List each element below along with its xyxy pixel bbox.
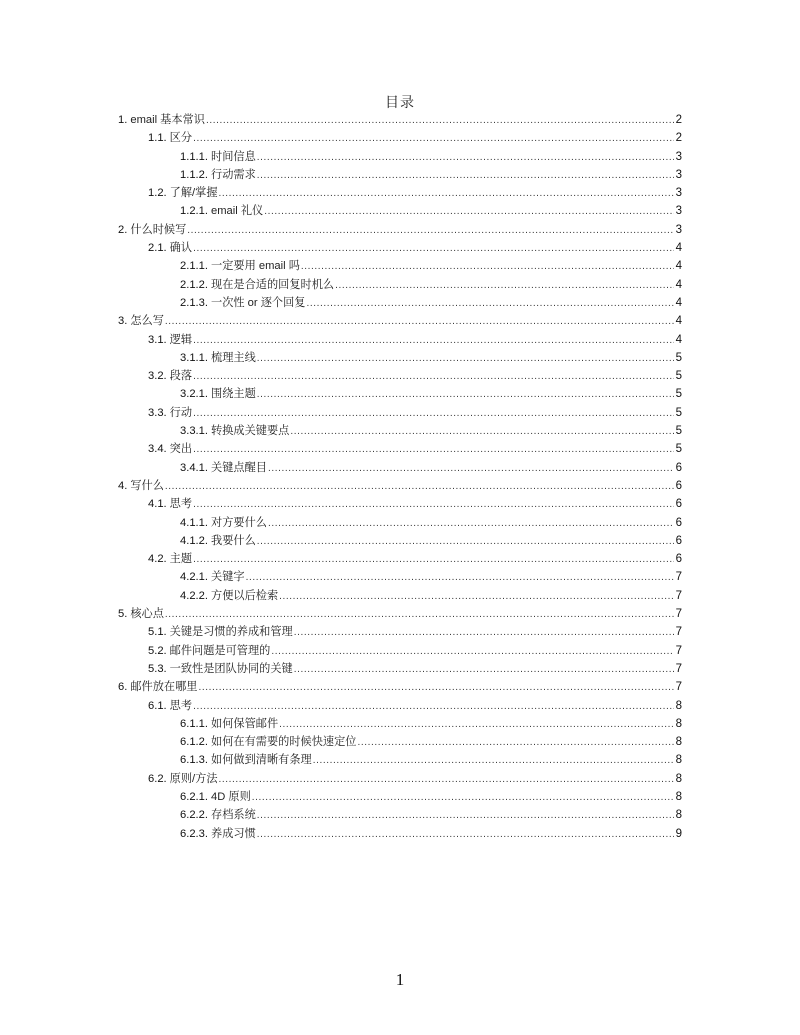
- toc-entry-number: 1.1.2.: [180, 168, 208, 181]
- toc-entry[interactable]: [118, 422, 682, 440]
- toc-entry[interactable]: [118, 733, 682, 751]
- toc-entry-label: 确认: [169, 242, 193, 255]
- toc-entry-number: 4.2.: [148, 553, 167, 566]
- toc-entry-number: 2.1.2.: [180, 278, 208, 291]
- toc-entry-page: 7: [675, 608, 682, 621]
- toc-entry-page: 3: [675, 150, 682, 163]
- toc-entry-label: 存档系统: [211, 809, 256, 822]
- toc-entry-page: 7: [675, 644, 682, 657]
- dot-leader: [193, 404, 674, 416]
- dot-leader: [165, 477, 674, 489]
- toc-entry[interactable]: [118, 385, 682, 403]
- dot-leader: [198, 678, 674, 690]
- toc-entry[interactable]: [118, 239, 682, 257]
- toc-entry-page: 5: [675, 351, 682, 364]
- toc-entry-page: 5: [675, 370, 682, 383]
- toc-entry-number: 6.2.2.: [180, 809, 208, 822]
- toc-entry-label: email 礼仪: [211, 205, 264, 218]
- toc-entry[interactable]: [118, 678, 682, 696]
- dot-leader: [271, 642, 674, 654]
- dot-leader: [306, 294, 674, 306]
- toc-entry-number: 2.: [118, 223, 128, 236]
- toc-entry-label: 转换成关键要点: [211, 425, 290, 438]
- dot-leader: [165, 605, 674, 617]
- toc-entry-number: 6.1.1.: [180, 717, 208, 730]
- toc-entry[interactable]: [118, 276, 682, 294]
- dot-leader: [193, 239, 674, 251]
- toc-entry[interactable]: [118, 221, 682, 239]
- dot-leader: [257, 806, 674, 818]
- toc-entry-page: 6: [675, 553, 682, 566]
- toc-entry[interactable]: [118, 331, 682, 349]
- toc-entry-label: 一定要用 email 吗: [211, 260, 300, 273]
- toc-entry-page: 3: [675, 168, 682, 181]
- toc-entry-number: 2.1.: [148, 242, 167, 255]
- toc-entry-page: 3: [675, 187, 682, 200]
- dot-leader: [294, 660, 674, 672]
- toc-entry[interactable]: [118, 111, 682, 129]
- toc-entry-label: 原则/方法: [169, 772, 218, 785]
- dot-leader: [357, 733, 674, 745]
- toc-entry[interactable]: [118, 495, 682, 513]
- toc-entry-number: 3.3.1.: [180, 425, 208, 438]
- toc-entry[interactable]: [118, 715, 682, 733]
- dot-leader: [313, 751, 674, 763]
- dot-leader: [206, 111, 674, 123]
- toc-entry-label: 行动: [169, 406, 193, 419]
- toc-entry-page: 4: [675, 315, 682, 328]
- dot-leader: [257, 825, 674, 837]
- toc-entry-number: 5.3.: [148, 662, 167, 675]
- toc-entry-number: 3.4.: [148, 443, 167, 456]
- toc-entry[interactable]: [118, 404, 682, 422]
- toc-entry-label: 如何做到清晰有条理: [211, 754, 312, 767]
- toc-entry[interactable]: [118, 440, 682, 458]
- toc-entry-number: 4.1.1.: [180, 516, 208, 529]
- toc-entry-number: 2.1.3.: [180, 296, 208, 309]
- toc-entry-number: 3.3.: [148, 406, 167, 419]
- toc-entry-label: 4D 原则: [211, 790, 251, 803]
- table-of-contents: [118, 111, 682, 843]
- toc-entry-label: 了解/掌握: [169, 187, 218, 200]
- toc-entry-page: 5: [675, 406, 682, 419]
- toc-entry[interactable]: [118, 166, 682, 184]
- dot-leader: [193, 550, 674, 562]
- toc-entry-label: 写什么: [130, 479, 164, 492]
- toc-entry-label: 梳理主线: [211, 351, 256, 364]
- dot-leader: [193, 367, 674, 379]
- toc-entry-label: 时间信息: [211, 150, 256, 163]
- toc-entry-page: 4: [675, 296, 682, 309]
- toc-entry-page: 7: [675, 662, 682, 675]
- toc-entry-page: 8: [675, 790, 682, 803]
- toc-entry[interactable]: [118, 202, 682, 220]
- toc-entry[interactable]: [118, 770, 682, 788]
- dot-leader: [268, 514, 674, 526]
- dot-leader: [193, 440, 674, 452]
- toc-entry-label: 关键字: [211, 571, 245, 584]
- dot-leader: [252, 788, 674, 800]
- toc-entry-page: 3: [675, 205, 682, 218]
- toc-entry[interactable]: [118, 788, 682, 806]
- toc-entry-label: 突出: [169, 443, 193, 456]
- toc-entry-label: 段落: [169, 370, 193, 383]
- toc-entry-label: 现在是合适的回复时机么: [211, 278, 335, 291]
- toc-entry[interactable]: [118, 129, 682, 147]
- toc-entry[interactable]: [118, 660, 682, 678]
- toc-entry-label: 思考: [169, 699, 193, 712]
- toc-entry-label: 邮件问题是可管理的: [169, 644, 271, 657]
- dot-leader: [257, 349, 674, 361]
- toc-entry-page: 8: [675, 717, 682, 730]
- toc-entry-number: 2.1.1.: [180, 260, 208, 273]
- toc-entry-page: 7: [675, 589, 682, 602]
- toc-entry-number: 6.1.2.: [180, 736, 208, 749]
- dot-leader: [187, 221, 674, 233]
- dot-leader: [193, 331, 674, 343]
- toc-entry-label: 围绕主题: [211, 388, 256, 401]
- dot-leader: [193, 129, 674, 141]
- dot-leader: [279, 715, 674, 727]
- toc-entry[interactable]: [118, 587, 682, 605]
- toc-entry[interactable]: [118, 806, 682, 824]
- toc-entry-number: 5.2.: [148, 644, 167, 657]
- toc-entry-page: 2: [675, 114, 682, 126]
- toc-entry-page: 2: [675, 132, 682, 145]
- dot-leader: [219, 184, 674, 196]
- toc-entry-label: 什么时候写: [130, 223, 187, 236]
- toc-entry[interactable]: [118, 697, 682, 715]
- toc-entry-label: 如何保管邮件: [211, 717, 279, 730]
- toc-entry-label: 一致性是团队协同的关键: [169, 662, 293, 675]
- toc-entry[interactable]: [118, 349, 682, 367]
- toc-entry-label: 我要什么: [211, 534, 256, 547]
- toc-entry-page: 6: [675, 479, 682, 492]
- toc-entry-label: 主题: [169, 553, 193, 566]
- toc-entry-number: 1.1.: [148, 132, 167, 145]
- dot-leader: [165, 312, 674, 324]
- toc-entry-number: 3.4.1.: [180, 461, 208, 474]
- toc-entry-page: 7: [675, 681, 682, 694]
- toc-entry-page: 8: [675, 754, 682, 767]
- toc-entry[interactable]: [118, 459, 682, 477]
- toc-entry[interactable]: [118, 825, 682, 843]
- toc-entry-label: 怎么写: [130, 315, 164, 328]
- toc-entry-label: 养成习惯: [211, 827, 256, 840]
- toc-entry[interactable]: [118, 294, 682, 312]
- dot-leader: [335, 276, 674, 288]
- toc-entry[interactable]: [118, 312, 682, 330]
- toc-entry-number: 4.2.1.: [180, 571, 208, 584]
- page-number: 1: [395, 970, 405, 989]
- toc-entry-page: 4: [675, 278, 682, 291]
- toc-entry-page: 3: [675, 223, 682, 236]
- toc-entry-page: 5: [675, 388, 682, 401]
- toc-entry-number: 4.1.2.: [180, 534, 208, 547]
- dot-leader: [257, 148, 674, 160]
- toc-entry-label: 方便以后检索: [211, 589, 279, 602]
- toc-entry-label: 一次性 or 逐个回复: [211, 296, 306, 309]
- toc-entry-label: 如何在有需要的时候快速定位: [211, 736, 357, 749]
- toc-entry-number: 1.: [118, 114, 128, 126]
- dot-leader: [193, 495, 674, 507]
- toc-entry-number: 6.1.: [148, 699, 167, 712]
- toc-entry[interactable]: [118, 605, 682, 623]
- dot-leader: [301, 257, 674, 269]
- toc-entry-label: 核心点: [130, 608, 164, 621]
- toc-entry-number: 6.2.3.: [180, 827, 208, 840]
- toc-entry-number: 3.1.: [148, 333, 167, 346]
- toc-entry-number: 1.1.1.: [180, 150, 208, 163]
- toc-entry-page: 6: [675, 534, 682, 547]
- dot-leader: [290, 422, 674, 434]
- dot-leader: [257, 166, 674, 178]
- toc-entry-label: 区分: [169, 132, 193, 145]
- toc-entry-label: email 基本常识: [130, 114, 205, 126]
- toc-entry-number: 6.2.: [148, 772, 167, 785]
- dot-leader: [257, 385, 674, 397]
- dot-leader: [219, 770, 674, 782]
- dot-leader: [264, 202, 674, 214]
- toc-entry-label: 邮件放在哪里: [130, 681, 198, 694]
- toc-entry[interactable]: [118, 367, 682, 385]
- toc-entry-label: 关键是习惯的养成和管理: [169, 626, 293, 639]
- toc-entry[interactable]: [118, 148, 682, 166]
- toc-entry-number: 3.2.: [148, 370, 167, 383]
- toc-entry-page: 6: [675, 461, 682, 474]
- toc-entry-page: 6: [675, 498, 682, 511]
- toc-entry-page: 6: [675, 516, 682, 529]
- toc-entry-label: 逻辑: [169, 333, 193, 346]
- toc-entry-page: 5: [675, 443, 682, 456]
- toc-entry-number: 4.: [118, 479, 128, 492]
- dot-leader: [246, 568, 674, 580]
- toc-entry-page: 9: [675, 827, 682, 840]
- toc-entry-page: 4: [675, 242, 682, 255]
- toc-entry-number: 1.2.1.: [180, 205, 208, 218]
- dot-leader: [257, 532, 674, 544]
- toc-entry[interactable]: [118, 477, 682, 495]
- toc-entry-number: 1.2.: [148, 187, 167, 200]
- toc-entry-number: 3.1.1.: [180, 351, 208, 364]
- toc-entry-label: 行动需求: [211, 168, 256, 181]
- dot-leader: [294, 623, 674, 635]
- toc-entry[interactable]: [118, 514, 682, 532]
- toc-entry-number: 3.: [118, 315, 128, 328]
- toc-entry[interactable]: [118, 550, 682, 568]
- toc-entry-page: 7: [675, 571, 682, 584]
- toc-entry-page: 7: [675, 626, 682, 639]
- toc-entry-number: 6.: [118, 681, 128, 694]
- toc-entry-number: 4.2.2.: [180, 589, 208, 602]
- toc-entry[interactable]: [118, 568, 682, 586]
- toc-entry-page: 8: [675, 699, 682, 712]
- toc-entry-page: 4: [675, 260, 682, 273]
- dot-leader: [279, 587, 674, 599]
- toc-entry-label: 关键点醒目: [211, 461, 267, 474]
- toc-entry[interactable]: [118, 623, 682, 641]
- toc-entry-number: 4.1.: [148, 498, 167, 511]
- toc-entry-number: 5.1.: [148, 626, 167, 639]
- dot-leader: [268, 459, 674, 471]
- toc-entry-number: 6.1.3.: [180, 754, 208, 767]
- toc-entry[interactable]: [118, 184, 682, 202]
- toc-entry-label: 对方要什么: [211, 516, 267, 529]
- toc-entry-label: 思考: [169, 498, 193, 511]
- toc-entry-page: 8: [675, 772, 682, 785]
- toc-entry[interactable]: [118, 257, 682, 275]
- toc-entry-page: 8: [675, 736, 682, 749]
- toc-entry-page: 4: [675, 333, 682, 346]
- toc-entry-page: 5: [675, 425, 682, 438]
- toc-entry[interactable]: [118, 751, 682, 769]
- dot-leader: [193, 697, 674, 709]
- toc-entry-number: 3.2.1.: [180, 388, 208, 401]
- toc-entry[interactable]: [118, 642, 682, 660]
- toc-entry[interactable]: [118, 532, 682, 550]
- toc-entry-page: 8: [675, 809, 682, 822]
- toc-title: 目录: [385, 94, 415, 110]
- toc-entry-number: 6.2.1.: [180, 790, 208, 803]
- toc-entry-number: 5.: [118, 608, 128, 621]
